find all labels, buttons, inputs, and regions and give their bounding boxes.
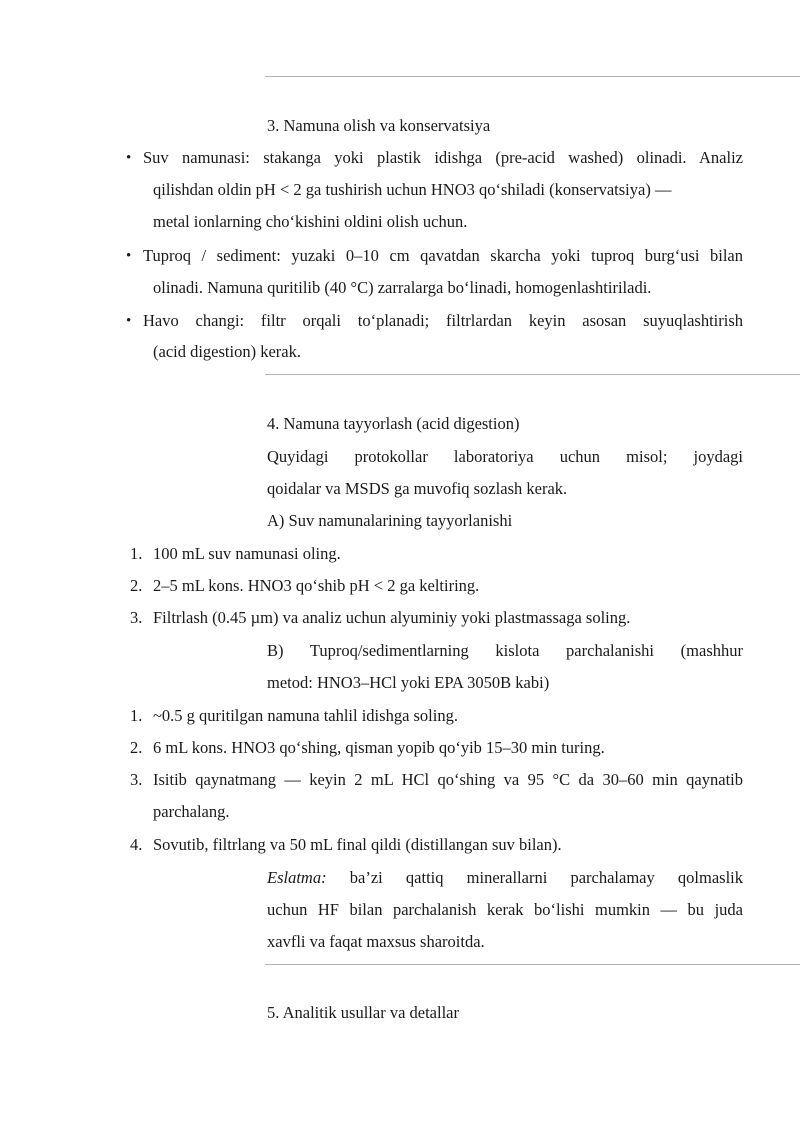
bullet-line: (acid digestion) kerak. xyxy=(153,342,301,361)
intro-line: qoidalar va MSDS ga muvofiq sozlash kerak. xyxy=(267,479,568,498)
subsection-title-b: B) Tuproq/sedimentlarning kislota parchalanishi (mashhur xyxy=(267,641,743,660)
bullet-line: Tuproq / sediment: yuzaki 0–10 cm qavatdan skarcha yoki tuproq burg‘usi bilan xyxy=(143,246,743,265)
step-number: 3. xyxy=(130,608,143,627)
step-line: Sovutib, filtrlang va 50 mL final qildi (distillangan suv bilan). xyxy=(153,835,562,854)
step-number: 4. xyxy=(130,835,143,854)
section-divider xyxy=(265,76,800,77)
bullet-icon: • xyxy=(126,150,132,166)
bullet-line: Suv namunasi: stakanga yoki plastik idishga (pre-acid washed) olinadi. Analiz xyxy=(143,148,743,167)
note-line: xavfli va faqat maxsus sharoitda. xyxy=(267,932,485,951)
section-heading-3: 3. Namuna olish va konservatsiya xyxy=(267,116,491,135)
step-line: 2–5 mL kons. HNO3 qo‘shib pH < 2 ga keltiring. xyxy=(153,576,480,595)
bullet-icon: • xyxy=(126,313,132,329)
note-line: uchun HF bilan parchalanish kerak bo‘lishi mumkin — bu juda xyxy=(267,900,743,919)
section-heading-5: 5. Analitik usullar va detallar xyxy=(267,1003,459,1022)
note-text: ba’zi qattiq minerallarni parchalamay qolmaslik xyxy=(326,868,743,887)
step-number: 1. xyxy=(130,544,143,563)
step-line: Filtrlash (0.45 µm) va analiz uchun alyuminiy yoki plastmassaga soling. xyxy=(153,608,631,627)
bullet-line: qilishdan oldin pH < 2 ga tushirish uchun HNO3 qo‘shiladi (konservatsiya) — xyxy=(153,180,672,199)
bullet-icon: • xyxy=(126,248,132,264)
step-line: 6 mL kons. HNO3 qo‘shing, qisman yopib qo‘yib 15–30 min turing. xyxy=(153,738,605,757)
step-line: parchalang. xyxy=(153,802,230,821)
section-divider xyxy=(265,964,800,965)
subsection-title-a: A) Suv namunalarining tayyorlanishi xyxy=(267,511,513,530)
section-divider xyxy=(265,374,800,375)
subsection-title-b: metod: HNO3–HCl yoki EPA 3050B kabi) xyxy=(267,673,550,692)
note-label: Eslatma: xyxy=(267,868,327,887)
intro-line: Quyidagi protokollar laboratoriya uchun misol; joydagi xyxy=(267,447,743,466)
step-number: 1. xyxy=(130,706,143,725)
step-number: 2. xyxy=(130,576,143,595)
step-line: ~0.5 g quritilgan namuna tahlil idishga soling. xyxy=(153,706,458,725)
section-heading-4: 4. Namuna tayyorlash (acid digestion) xyxy=(267,414,520,433)
step-number: 3. xyxy=(130,770,143,789)
bullet-line: olinadi. Namuna quritilib (40 °C) zarralarga bo‘linadi, homogenlashtiriladi. xyxy=(153,278,652,297)
step-line: 100 mL suv namunasi oling. xyxy=(153,544,341,563)
step-line: Isitib qaynatmang — keyin 2 mL HCl qo‘shing va 95 °C da 30–60 min qaynatib xyxy=(153,770,743,789)
bullet-line: Havo changi: filtr orqali to‘planadi; filtrlardan keyin asosan suyuqlashtirish xyxy=(143,311,743,330)
bullet-line: metal ionlarning cho‘kishini oldini olish uchun. xyxy=(153,212,468,231)
note-line xyxy=(267,868,743,888)
step-number: 2. xyxy=(130,738,143,757)
